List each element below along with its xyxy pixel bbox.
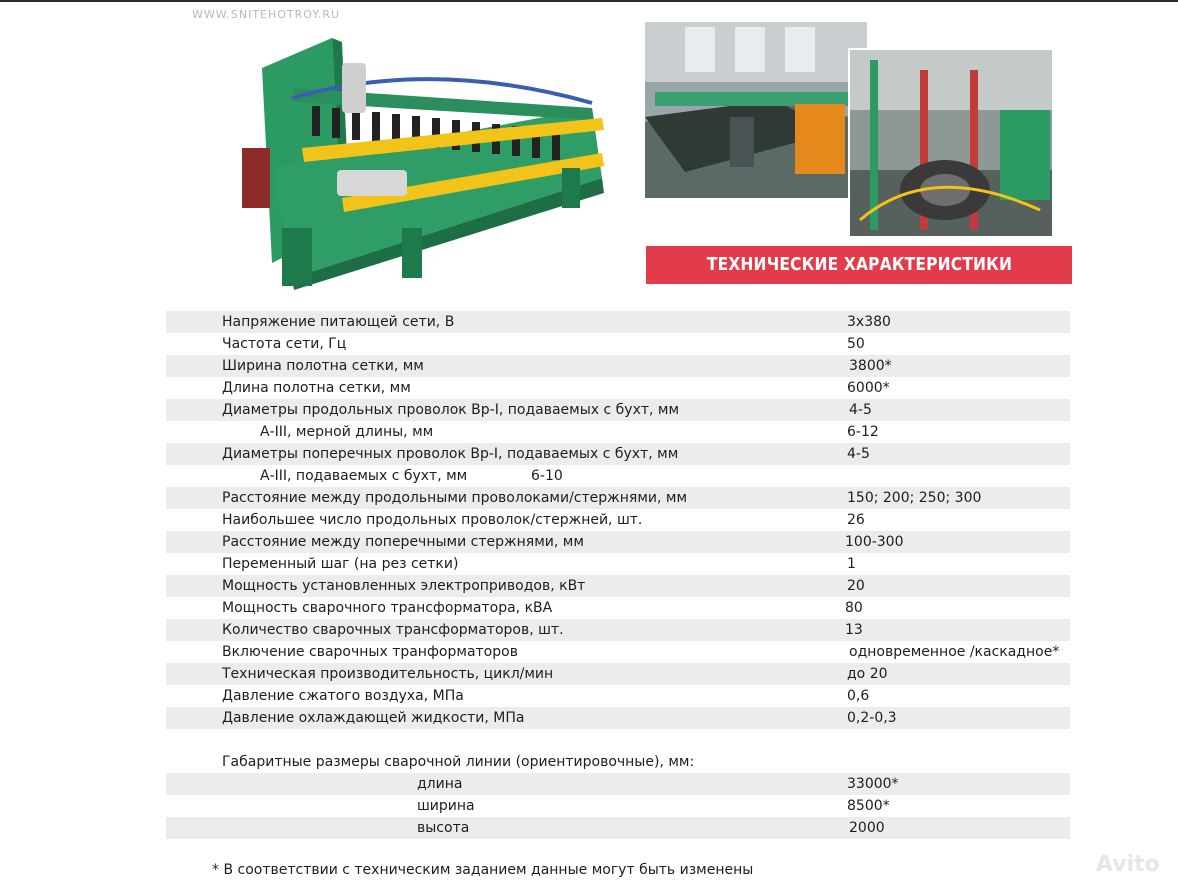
dimension-label: длина (417, 776, 463, 792)
spec-label: Диаметры поперечных проволок Вр-I, подаваемых с бухт, мм (222, 446, 679, 462)
spec-value: 13 (845, 622, 863, 638)
spec-value: 4-5 (847, 446, 870, 462)
spec-value: 3х380 (847, 314, 891, 330)
section-banner (646, 246, 1072, 284)
spec-row (166, 311, 1070, 333)
spec-row (166, 707, 1070, 729)
spec-label: Количество сварочных трансформаторов, шт. (222, 622, 564, 638)
spec-value: 3800* (849, 358, 892, 374)
spec-label: Длина полотна сетки, мм (222, 380, 411, 396)
spec-label: Диаметры продольных проволок Вр-I, подаваемых с бухт, мм (222, 402, 680, 418)
spec-label: Наибольшее число продольных проволок/стержней, шт. (222, 512, 643, 528)
spec-row (166, 465, 1070, 487)
spec-value: 100-300 (845, 534, 904, 550)
spec-label: Частота сети, Гц (222, 336, 347, 352)
spec-value: до 20 (847, 666, 888, 682)
spec-row (166, 641, 1070, 663)
spec-label: Напряжение питающей сети, В (222, 314, 455, 330)
spec-value: 26 (847, 512, 865, 528)
avito-watermark: Avito (1096, 852, 1160, 877)
machine-photo (232, 28, 612, 290)
spec-value: 150; 200; 250; 300 (847, 490, 982, 506)
spec-value: 4-5 (849, 402, 872, 418)
spec-label: Техническая производительность, цикл/мин (222, 666, 554, 682)
spec-label: Ширина полотна сетки, мм (222, 358, 424, 374)
spec-label: Переменный шаг (на рез сетки) (222, 556, 459, 572)
spec-label: Мощность установленных электроприводов, кВт (222, 578, 586, 594)
spec-label: А-III, подаваемых с бухт, мм (260, 468, 468, 484)
spec-row (166, 575, 1070, 597)
dimensions-heading-row (166, 751, 1070, 773)
dimensions-heading: Габаритные размеры сварочной линии (ориентировочные), мм: (222, 754, 695, 770)
spec-label: Включение сварочных транформаторов (222, 644, 518, 660)
watermark-url: WWW.SNITEHOTROY.RU (192, 8, 341, 20)
spec-value: 20 (847, 578, 865, 594)
spec-row (166, 531, 1070, 553)
spec-label: Давление сжатого воздуха, МПа (222, 688, 464, 704)
spec-label: Мощность сварочного трансформатора, кВА (222, 600, 553, 616)
spec-value: 80 (845, 600, 863, 616)
dimension-label: высота (417, 820, 470, 836)
spec-row (166, 443, 1070, 465)
spec-row (166, 663, 1070, 685)
spec-row (166, 619, 1070, 641)
spec-row (166, 509, 1070, 531)
spec-value: 1 (847, 556, 856, 572)
top-border (0, 0, 1178, 2)
dimension-value: 2000 (849, 820, 885, 836)
spec-row (166, 685, 1070, 707)
spec-row (166, 355, 1070, 377)
wire-coil-station-photo (848, 48, 1054, 238)
dimension-row (166, 795, 1070, 817)
spec-row (166, 487, 1070, 509)
spec-row (166, 377, 1070, 399)
spec-label: Расстояние между поперечными стержнями, мм (222, 534, 584, 550)
dimension-row (166, 773, 1070, 795)
factory-floor-photo (645, 22, 867, 198)
spec-label: Расстояние между продольными проволоками/стержнями, мм (222, 490, 688, 506)
footnote: * В соответствии с техническим заданием данные могут быть изменены (212, 862, 754, 878)
dimension-label: ширина (417, 798, 475, 814)
spec-row (166, 333, 1070, 355)
dimension-value: 33000* (847, 776, 899, 792)
spec-row (166, 421, 1070, 443)
banner-title: ТЕХНИЧЕСКИЕ ХАРАКТЕРИСТИКИ (706, 254, 1012, 275)
spec-label: Давление охлаждающей жидкости, МПа (222, 710, 525, 726)
spec-value: 6-10 (531, 468, 563, 484)
spec-value: одновременное /каскадное* (849, 644, 1060, 660)
spec-value: 0,6 (847, 688, 870, 704)
dimension-value: 8500* (847, 798, 890, 814)
spec-value: 6-12 (847, 424, 879, 440)
spec-value: 0,2-0,3 (847, 710, 897, 726)
spec-row (166, 399, 1070, 421)
spec-label: А-III, мерной длины, мм (260, 424, 434, 440)
spec-row (166, 597, 1070, 619)
spec-row (166, 553, 1070, 575)
dimension-row (166, 817, 1070, 839)
spec-value: 50 (847, 336, 865, 352)
spec-value: 6000* (847, 380, 890, 396)
